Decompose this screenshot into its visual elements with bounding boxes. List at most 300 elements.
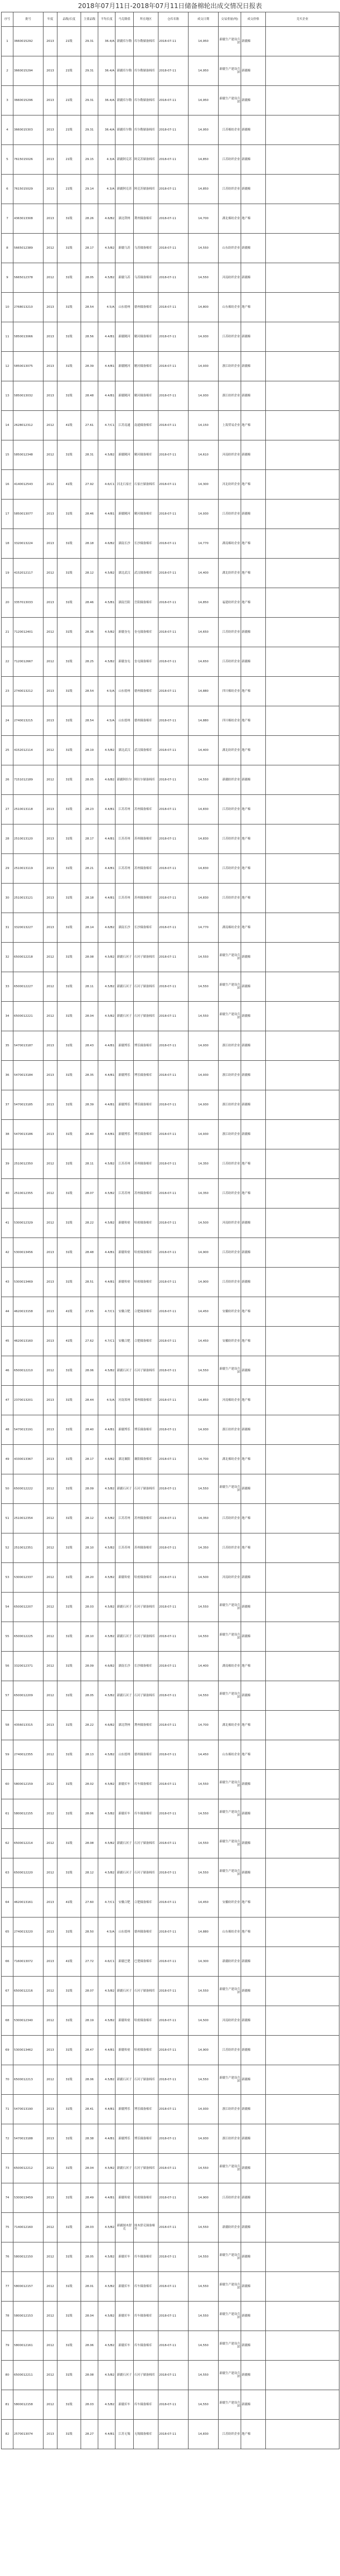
column-header: 交易重量(吨)	[219, 12, 241, 27]
table-cell: 4.5/B2	[98, 2242, 115, 2272]
table-row	[2, 2213, 339, 2242]
table-cell: 31级	[57, 1977, 81, 2006]
table-cell: 江苏苏州	[115, 1533, 134, 1563]
table-row	[2, 2036, 339, 2065]
table-cell: 31级	[57, 2095, 81, 2124]
table-cell: 2012	[44, 1799, 57, 1829]
table-cell: 54	[2, 1593, 13, 1622]
table-cell: 乌苏储备棉库	[134, 234, 158, 263]
table-cell: 14,550	[189, 2213, 219, 2242]
table-cell: 4.5/A	[98, 677, 115, 706]
column-header: 成交价格	[241, 12, 266, 27]
table-cell: 28.39	[81, 352, 98, 381]
column-header: 所在地区	[134, 12, 158, 27]
table-cell: 2018-07-11	[158, 1740, 189, 1770]
table-row	[2, 1356, 339, 1386]
table-cell-empty	[266, 1858, 339, 1888]
table-row	[2, 2124, 339, 2154]
table-cell: 3660015292	[13, 27, 44, 56]
table-cell: 42	[2, 1238, 13, 1268]
table-cell: 2018-07-11	[158, 1829, 189, 1858]
table-cell: 6500012220	[13, 1858, 44, 1888]
table-cell-empty	[266, 1031, 339, 1061]
table-cell: 6500012218	[13, 943, 44, 972]
table-cell: 4.5/B2	[98, 1681, 115, 1711]
table-cell: 地产棉	[241, 824, 266, 854]
table-cell: 31级	[57, 263, 81, 293]
table-cell: 新疆棉	[241, 1593, 266, 1622]
table-cell: 4620013161	[13, 1888, 44, 1917]
table-cell: 新疆库车	[115, 2242, 134, 2272]
table-cell: 28.03	[81, 2213, 98, 2242]
table-cell: 5800012159	[13, 1770, 44, 1799]
table-cell-empty	[266, 1711, 339, 1740]
table-cell: 70	[2, 2065, 13, 2095]
table-cell: 2013	[44, 1238, 57, 1268]
table-cell: 4.6/C1	[98, 1947, 115, 1977]
table-cell: 28.17	[81, 824, 98, 854]
table-cell: 31级	[57, 736, 81, 765]
table-cell: 库车储备棉库	[134, 2331, 158, 2361]
table-cell: 2012	[44, 1149, 57, 1179]
table-cell: 4.4/B1	[98, 1120, 115, 1149]
table-cell: 14,400	[189, 736, 219, 765]
table-cell: 4.4/B1	[98, 381, 115, 411]
table-cell: 2013	[44, 2036, 57, 2065]
table-cell: 6500012221	[13, 1002, 44, 1031]
table-cell: 新疆纺织企业	[219, 765, 241, 795]
table-cell: 14,850	[189, 175, 219, 204]
table-cell: 4.5/B2	[98, 736, 115, 765]
table-cell: 德州储备棉库	[134, 706, 158, 736]
table-cell: 48	[2, 1415, 13, 1445]
table-cell-empty	[266, 1002, 339, 1031]
table-cell: 石河子储备棉库	[134, 943, 158, 972]
table-cell: 2018-07-11	[158, 2272, 189, 2302]
table-cell: 14,450	[189, 1297, 219, 1327]
table-cell: 2012	[44, 2242, 57, 2272]
table-cell: 江苏纺织企业	[219, 500, 241, 529]
table-cell: 5850013075	[13, 352, 44, 381]
table-cell: 28.17	[81, 1445, 98, 1474]
table-cell: 2013	[44, 204, 57, 234]
table-row	[2, 618, 339, 647]
table-cell: 博乐储备棉库	[134, 1090, 158, 1120]
table-cell: 长沙储备棉库	[134, 913, 158, 943]
table-row	[2, 1622, 339, 1652]
table-row	[2, 677, 339, 706]
table-cell: 新疆博乐	[115, 2124, 134, 2154]
table-row	[2, 175, 339, 204]
table-cell: 14,500	[189, 1563, 219, 1593]
table-cell: 湖南岳阳	[115, 588, 134, 618]
table-cell: 新疆生产建设兵团	[219, 1622, 241, 1652]
table-cell: 31级	[57, 972, 81, 1002]
table-cell: 5470013187	[13, 1031, 44, 1061]
table-cell: 14,700	[189, 1711, 219, 1740]
table-cell: 79	[2, 2331, 13, 2361]
table-cell: 2018-07-11	[158, 470, 189, 500]
table-cell: 新疆棉	[241, 263, 266, 293]
table-cell: 无锡储备棉库	[134, 2420, 158, 2449]
table-cell: 2012	[44, 2390, 57, 2420]
table-cell: 31级	[57, 1149, 81, 1179]
table-cell: 14,500	[189, 2006, 219, 2036]
table-cell: 2018-07-11	[158, 1327, 189, 1356]
table-cell: 5300013462	[13, 2036, 44, 2065]
table-cell: 地产棉	[241, 1711, 266, 1740]
table-cell: 28.10	[81, 1622, 98, 1652]
table-row	[2, 588, 339, 618]
column-header: 年度	[44, 12, 57, 27]
table-cell-empty	[266, 2154, 339, 2183]
table-cell: 28.39	[81, 1090, 98, 1120]
table-cell: 28.31	[81, 440, 98, 470]
table-cell: 2018-07-11	[158, 1770, 189, 1799]
table-row	[2, 1179, 339, 1209]
table-cell: 山东棉纺企业	[219, 293, 241, 322]
table-cell: 新疆石河子	[115, 972, 134, 1002]
table-cell: 31级	[57, 1593, 81, 1622]
table-cell: 28.06	[81, 1356, 98, 1386]
table-row	[2, 795, 339, 824]
table-cell: 2013	[44, 824, 57, 854]
table-cell: 28.05	[81, 263, 98, 293]
table-cell: 2013	[44, 2095, 57, 2124]
table-cell: 2013	[44, 86, 57, 115]
table-cell: 34	[2, 1002, 13, 1031]
table-cell: 14,550	[189, 972, 219, 1002]
table-cell: 新疆哈密	[115, 1563, 134, 1593]
table-row	[2, 972, 339, 1002]
table-cell: 2018-07-11	[158, 381, 189, 411]
table-cell: 新疆库车	[115, 2331, 134, 2361]
table-cell: 5300013459	[13, 2183, 44, 2213]
table-cell: 31级	[57, 1356, 81, 1386]
table-cell: 新疆石河子	[115, 2361, 134, 2390]
table-cell: 新疆哈密	[115, 1209, 134, 1238]
table-cell: 14,950	[189, 86, 219, 115]
table-cell: 2018-07-11	[158, 1533, 189, 1563]
table-cell-empty	[266, 2420, 339, 2449]
table-cell: 21级	[57, 145, 81, 175]
table-cell: 浙江纺织企业	[219, 381, 241, 411]
table-cell: 31级	[57, 1209, 81, 1238]
table-cell: 28.54	[81, 677, 98, 706]
table-cell: 31级	[57, 2124, 81, 2154]
table-cell: 21级	[57, 175, 81, 204]
table-cell: 50	[2, 1474, 13, 1504]
table-cell: 新疆生产建设兵团	[219, 1356, 241, 1386]
table-cell: 4.5/B2	[98, 2361, 115, 2390]
table-cell: 14,800	[189, 293, 219, 322]
table-cell-empty	[266, 1386, 339, 1415]
table-cell: 57	[2, 1681, 13, 1711]
table-cell: 2018-07-11	[158, 234, 189, 263]
table-cell: 38	[2, 1120, 13, 1149]
table-cell: 28	[2, 824, 13, 854]
table-cell: 6	[2, 175, 13, 204]
table-cell: 新疆精河	[115, 440, 134, 470]
table-cell: 41级	[57, 1947, 81, 1977]
table-cell: 21级	[57, 115, 81, 145]
table-cell: 2018-07-11	[158, 588, 189, 618]
column-header: 马克隆值	[115, 12, 134, 27]
table-cell: 6500012207	[13, 1593, 44, 1622]
table-cell: 新疆纺织企业	[219, 2213, 241, 2242]
table-cell: 31级	[57, 706, 81, 736]
table-cell-empty	[266, 175, 339, 204]
table-cell: 巴楚储备棉库	[134, 1947, 158, 1977]
table-cell: 地产棉	[241, 706, 266, 736]
table-cell: 14,830	[189, 854, 219, 884]
table-cell: 新疆纺织企业	[219, 1947, 241, 1977]
table-cell: 2510013121	[13, 884, 44, 913]
table-cell-empty	[266, 1120, 339, 1149]
table-cell: 江苏纺织企业	[219, 145, 241, 175]
table-cell: 2012	[44, 2154, 57, 2183]
table-cell: 浙江纺织企业	[219, 1120, 241, 1149]
table-cell: 14,350	[189, 1504, 219, 1533]
table-cell: 2018-07-11	[158, 1888, 189, 1917]
table-cell: 地产棉	[241, 588, 266, 618]
table-cell: 2013	[44, 2183, 57, 2213]
table-cell: 77	[2, 2272, 13, 2302]
table-cell: 2018-07-11	[158, 2154, 189, 2183]
table-cell: 江苏苏州	[115, 854, 134, 884]
table-cell: 4.6/B2	[98, 529, 115, 559]
table-cell: 49	[2, 1445, 13, 1474]
table-cell: 石河子储备棉库	[134, 2154, 158, 2183]
table-cell: 2012	[44, 411, 57, 440]
table-row	[2, 411, 339, 440]
auction-results-table	[1, 12, 339, 2449]
table-cell: 14,550	[189, 1474, 219, 1504]
table-cell: 江苏纺织企业	[219, 1149, 241, 1179]
table-cell: 14,880	[189, 677, 219, 706]
table-cell: 14,550	[189, 1799, 219, 1829]
table-cell: 4.5/B2	[98, 1799, 115, 1829]
table-cell: 14,450	[189, 1888, 219, 1917]
table-cell: 2013	[44, 529, 57, 559]
table-cell: 14,930	[189, 352, 219, 381]
table-cell: 28.22	[81, 1711, 98, 1740]
table-cell: 3320013227	[13, 913, 44, 943]
table-cell-empty	[266, 411, 339, 440]
table-cell: 4.4/B1	[98, 2183, 115, 2213]
table-cell: 14,450	[189, 1740, 219, 1770]
table-cell: 新疆棉	[241, 1622, 266, 1652]
table-row	[2, 1386, 339, 1415]
table-cell: 苏州储备棉库	[134, 1179, 158, 1209]
table-cell-empty	[266, 2183, 339, 2213]
table-cell: 31级	[57, 2154, 81, 2183]
table-cell-empty	[266, 2242, 339, 2272]
table-cell: 28.07	[81, 1179, 98, 1209]
table-cell: 28.35	[81, 1061, 98, 1090]
table-cell: 58	[2, 1711, 13, 1740]
table-cell: 新疆生产建设兵团	[219, 2154, 241, 2183]
table-cell: 南通储备棉库	[134, 411, 158, 440]
table-cell: 31级	[57, 1238, 81, 1268]
table-row	[2, 322, 339, 352]
table-cell: 库尔勒储备棉库	[134, 115, 158, 145]
table-cell: 5300012337	[13, 1563, 44, 1593]
table-cell: 31级	[57, 854, 81, 884]
table-cell-empty	[266, 1209, 339, 1238]
table-cell: 2012	[44, 1209, 57, 1238]
table-cell: 新疆生产建设兵团	[219, 1474, 241, 1504]
table-cell: 合肥储备棉库	[134, 1888, 158, 1917]
table-cell: 27.65	[81, 1297, 98, 1327]
table-cell: 4.6/B2	[98, 204, 115, 234]
table-cell: 82	[2, 2420, 13, 2449]
table-cell: 3660015296	[13, 86, 44, 115]
table-cell: 山东德州	[115, 677, 134, 706]
table-cell: 31级	[57, 1504, 81, 1533]
table-row	[2, 2302, 339, 2331]
table-cell: 14,850	[189, 588, 219, 618]
table-cell: 36.4/A	[98, 27, 115, 56]
table-cell: 德州储备棉库	[134, 293, 158, 322]
table-cell: 安徽纺织企业	[219, 1888, 241, 1917]
table-cell: 荆州储备棉库	[134, 1711, 158, 1740]
table-cell: 新疆棉	[241, 2242, 266, 2272]
table-cell: 长沙储备棉库	[134, 1652, 158, 1681]
table-row	[2, 27, 339, 56]
table-cell: 2013	[44, 322, 57, 352]
table-cell: 2012	[44, 972, 57, 1002]
table-cell: 2018-07-11	[158, 322, 189, 352]
table-cell: 2012	[44, 2361, 57, 2390]
table-cell: 石河子储备棉库	[134, 1593, 158, 1622]
table-cell: 江苏纺织企业	[219, 1504, 241, 1533]
table-cell: 28.27	[81, 2420, 98, 2449]
table-cell: 21级	[57, 86, 81, 115]
table-cell: 新疆生产建设兵团	[219, 56, 241, 86]
table-cell: 新疆棉	[241, 1858, 266, 1888]
table-cell: 4.6/B2	[98, 1711, 115, 1740]
table-cell: 新疆石河子	[115, 1681, 134, 1711]
table-cell-empty	[266, 234, 339, 263]
table-cell-empty	[266, 1061, 339, 1090]
table-cell: 76	[2, 2242, 13, 2272]
table-cell: 4.5/B2	[98, 1740, 115, 1770]
table-cell: 地产棉	[241, 411, 266, 440]
table-cell: 31级	[57, 1090, 81, 1120]
table-cell: 31级	[57, 1652, 81, 1681]
table-cell: 28.11	[81, 1149, 98, 1179]
table-cell: 2018-07-11	[158, 1681, 189, 1711]
table-cell: 新疆生产建设兵团	[219, 1977, 241, 2006]
table-cell: 湖北棉纺企业	[219, 1711, 241, 1740]
table-cell: 14,850	[189, 1386, 219, 1415]
table-cell: 2018-07-11	[158, 913, 189, 943]
table-cell: 2018-07-11	[158, 529, 189, 559]
table-cell: 28.02	[81, 1770, 98, 1799]
table-cell: 28.03	[81, 1593, 98, 1622]
table-cell: 5470013190	[13, 2095, 44, 2124]
table-cell: 2018-07-11	[158, 2390, 189, 2420]
table-cell-empty	[266, 145, 339, 175]
table-row	[2, 854, 339, 884]
table-cell: 7140012160	[13, 2213, 44, 2242]
table-cell: 江苏纺织企业	[219, 854, 241, 884]
table-cell: 6500012209	[13, 1681, 44, 1711]
table-cell: 5800012150	[13, 2242, 44, 2272]
table-cell: 15	[2, 440, 13, 470]
table-cell: 31级	[57, 2065, 81, 2095]
table-cell: 31级	[57, 204, 81, 234]
table-cell: 江苏纺织企业	[219, 175, 241, 204]
table-row	[2, 1681, 339, 1711]
table-cell: 新疆库车	[115, 2390, 134, 2420]
table-cell: 新疆石河子	[115, 1858, 134, 1888]
table-cell: 2018-07-11	[158, 1593, 189, 1622]
table-row	[2, 1858, 339, 1888]
table-cell: 4356013315	[13, 1711, 44, 1740]
table-row	[2, 1947, 339, 1977]
table-cell: 2018-07-11	[158, 1917, 189, 1947]
table-cell: 21	[2, 618, 13, 647]
table-cell: 地产棉	[241, 1740, 266, 1770]
table-cell: 新疆棉	[241, 2036, 266, 2065]
table-cell: 5300013456	[13, 1238, 44, 1268]
table-row	[2, 440, 339, 470]
table-cell-empty	[266, 1356, 339, 1386]
table-row	[2, 2331, 339, 2361]
table-cell: 苏州储备棉库	[134, 884, 158, 913]
table-cell: 31级	[57, 1770, 81, 1799]
table-cell: 江苏无锡	[115, 2420, 134, 2449]
table-cell: 31级	[57, 2302, 81, 2331]
table-cell: 2013	[44, 1120, 57, 1149]
table-row	[2, 2390, 339, 2420]
table-cell-empty	[266, 2006, 339, 2036]
table-cell: 江苏纺织企业	[219, 647, 241, 677]
table-cell-empty	[266, 706, 339, 736]
table-cell: 2018-07-11	[158, 1297, 189, 1327]
table-cell: 5800012153	[13, 2302, 44, 2331]
table-cell-empty	[266, 1415, 339, 1445]
table-cell: 4.6/B2	[98, 913, 115, 943]
table-cell: 4.4/B1	[98, 2095, 115, 2124]
column-header: 成交日期	[189, 12, 219, 27]
table-cell: 2012	[44, 2302, 57, 2331]
table-cell: 地产棉	[241, 1445, 266, 1474]
table-cell: 80	[2, 2361, 13, 2390]
table-cell: 2012	[44, 943, 57, 972]
table-cell: 29.31	[81, 115, 98, 145]
table-cell: 41级	[57, 470, 81, 500]
table-cell-empty	[266, 529, 339, 559]
table-cell: 14,900	[189, 1268, 219, 1297]
table-cell: 精河储备棉库	[134, 440, 158, 470]
table-cell: 新疆生产建设兵团	[219, 27, 241, 56]
table-cell: 2018-07-11	[158, 1356, 189, 1386]
table-cell: 14,950	[189, 115, 219, 145]
table-cell: 2018-07-11	[158, 1090, 189, 1120]
table-cell: 2013	[44, 884, 57, 913]
table-cell: 28.26	[81, 204, 98, 234]
table-cell: 新疆棉	[241, 1061, 266, 1090]
table-cell: 江苏苏州	[115, 1149, 134, 1179]
table-cell: 31级	[57, 1622, 81, 1652]
table-cell: 2018-07-11	[158, 352, 189, 381]
table-cell: 14,770	[189, 529, 219, 559]
table-cell: 4.5/B2	[98, 1474, 115, 1504]
table-cell: 新疆石河子	[115, 1002, 134, 1031]
